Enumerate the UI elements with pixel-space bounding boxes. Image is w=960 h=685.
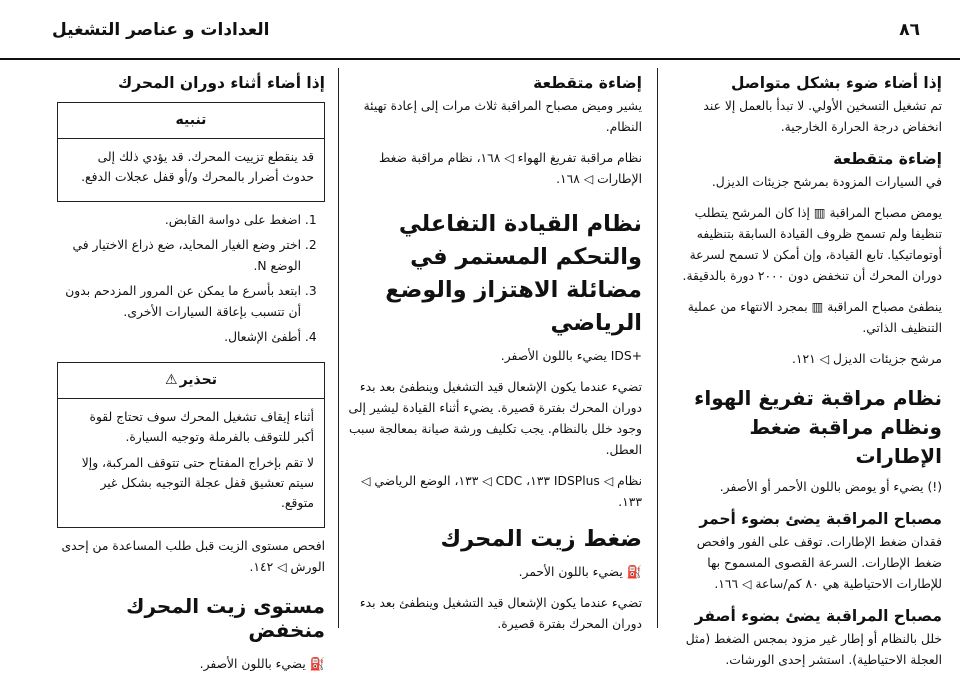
paragraph: تم تشغيل التسخين الأولي. لا تبدأ بالعمل إلا عند انخفاض درجة الحرارة الخارجية.: [703, 99, 942, 134]
paragraph: [680, 477, 942, 498]
paragraph: في السيارات المزودة بمرشح جزيئات الديزل.: [711, 175, 942, 189]
dpf-icon: ▥: [811, 300, 824, 314]
page-header: [40, 8, 920, 52]
section-title: إذا أضاء ضوء بشكل متواصل: [730, 74, 942, 92]
oil-level-icon: ⛽: [309, 657, 325, 671]
paragraph-part: ١٣٣، CDC ◁ ١٣٣، الوضع الرياضي ◁ ١٣٣.: [361, 474, 642, 509]
page-number: ٨٦: [899, 20, 920, 40]
section-heading: مستوى زيت المحرك منخفض: [126, 594, 325, 642]
warning-body: [58, 399, 324, 527]
paragraph-part: يضيء باللون الأحمر.: [518, 565, 623, 579]
paragraph: +IDS يضيء باللون الأصفر.: [500, 349, 642, 363]
list-item: 3. ابتعد بأسرع ما يمكن عن المرور المزدحم بدون أن تتسبب بإعاقة السيارات الأخرى.: [57, 281, 301, 323]
subheading: إضاءة متقطعة: [533, 74, 642, 92]
paragraph-part: نظام ◁: [603, 474, 642, 488]
column-left: [57, 68, 325, 685]
paragraph: نظام مراقبة تفريغ الهواء ◁ ١٦٨، نظام مراقبة ضغط الإطارات ◁ ١٦٨.: [378, 151, 642, 186]
warning-title: تحذير: [179, 372, 217, 388]
column-middle: [348, 68, 642, 645]
notice-box: [57, 102, 325, 202]
paragraph-part: إذا كان المرشح يتطلب تنظيفا ولم تسمح ظروف القيادة السابقة بتنظيفه أوتوماتيكيا. تابع القيادة، وإن أمكن لا تسمح لسرعة دوران المحرك أن تنخفض دون ٢٠٠٠ دورة بالدقيقة.: [682, 206, 942, 283]
dpf-icon: ▥: [813, 206, 826, 220]
column-divider: [338, 68, 339, 628]
column-divider: [657, 68, 658, 628]
oil-can-icon: ⛽: [626, 565, 642, 579]
paragraph-part: يضيء أو يومض باللون الأحمر أو الأصفر.: [719, 480, 924, 494]
warning-box: [57, 362, 325, 528]
list-item: 4. أطفئ الإشعال.: [57, 327, 301, 348]
paragraph: تضيء عندما يكون الإشعال قيد التشغيل وينطفئ بعد بدء دوران المحرك بفترة قصيرة. يضيء أثناء القيادة ليشير إلى وجود خلل بالنظام. يجب تكليف ورشة صيانة بمعالجة سبب العطل.: [348, 380, 642, 457]
notice-text: قد ينقطع تزييت المحرك. قد يؤدي ذلك إلى حدوث أضرار بالمحرك و/أو قفل عجلات الدفع.: [81, 150, 314, 184]
column-right: [680, 68, 942, 681]
paragraph: يشير وميض مصباح المراقبة ثلاث مرات إلى إعادة تهيئة النظام.: [363, 99, 642, 134]
warning-triangle-icon: ⚠: [165, 372, 178, 388]
paragraph: مرشح جزيئات الديزل ◁ ١٢١.: [791, 352, 942, 366]
warning-text: لا تقم بإخراج المفتاح حتى تتوقف المركبة، وإلا سيتم تعشيق قفل عجلة التوجيه بشكل غير متوقع.: [81, 456, 314, 510]
paragraph: [348, 471, 642, 513]
paragraph: [57, 654, 325, 675]
subheading: مصباح المراقبة يضئ بضوء أحمر: [699, 510, 942, 528]
warning-text: أثناء إيقاف تشغيل المحرك سوف تحتاج لقوة أكبر للتوقف بالفرملة وتوجيه السيارة.: [89, 410, 314, 444]
paragraph-part: يضيء باللون الأصفر.: [199, 657, 306, 671]
tire-pressure-icon: (!): [927, 480, 942, 494]
paragraph-part: ينطفئ مصباح المراقبة: [827, 300, 942, 314]
notice-body: [58, 139, 324, 201]
paragraph: [348, 562, 642, 583]
paragraph-part: بمجرد الانتهاء من عملية التنظيف الذاتي.: [687, 300, 942, 335]
paragraph: افحص مستوى الزيت قبل طلب المساعدة من إحدى الورش ◁ ١٤٢.: [61, 539, 325, 574]
paragraph: [680, 297, 942, 339]
paragraph: خلل بالنظام أو إطار غير مزود بمجس الضغط (مثل العجلة الاحتياطية). استشر إحدى الورشات.: [685, 632, 942, 667]
subheading: مصباح المراقبة يضئ بضوء أصفر: [694, 607, 942, 625]
warning-header: [58, 363, 324, 399]
paragraph: فقدان ضغط الإطارات. توقف على الفور وافحص ضغط الإطارات. السرعة القصوى المسموح بها للإطارات الاحتياطية هي ٨٠ كم/ساعة ◁ ١٦٦.: [696, 535, 942, 591]
section-heading: نظام مراقبة تفريغ الهواء ونظام مراقبة ضغط الإطارات: [694, 386, 942, 468]
notice-title: تنبيه: [58, 103, 324, 139]
paragraph: تضيء عندما يكون الإشعال قيد التشغيل وينطفئ بعد بدء دوران المحرك بفترة قصيرة.: [359, 596, 642, 631]
steps-list: [57, 210, 325, 348]
header-rule: [0, 58, 960, 60]
section-heading: ضغط زيت المحرك: [440, 526, 642, 552]
section-heading: نظام القيادة التفاعلي والتحكم المستمر في مضائلة الاهتزاز والوضع الرياضي: [385, 211, 642, 336]
list-item: 1. اضغط على دواسة القابض.: [57, 210, 301, 231]
page-title: العدادات و عناصر التشغيل: [52, 20, 270, 40]
paragraph: [680, 203, 942, 287]
ids-plus-label: IDSPlus: [553, 474, 600, 488]
section-title: إذا أضاء أثناء دوران المحرك: [117, 74, 325, 92]
subheading: إضاءة متقطعة: [833, 150, 942, 168]
paragraph-part: يومض مصباح المراقبة: [829, 206, 942, 220]
list-item: 2. اختر وضع الغيار المحايد، ضع ذراع الاختيار في الوضع N.: [57, 235, 301, 277]
